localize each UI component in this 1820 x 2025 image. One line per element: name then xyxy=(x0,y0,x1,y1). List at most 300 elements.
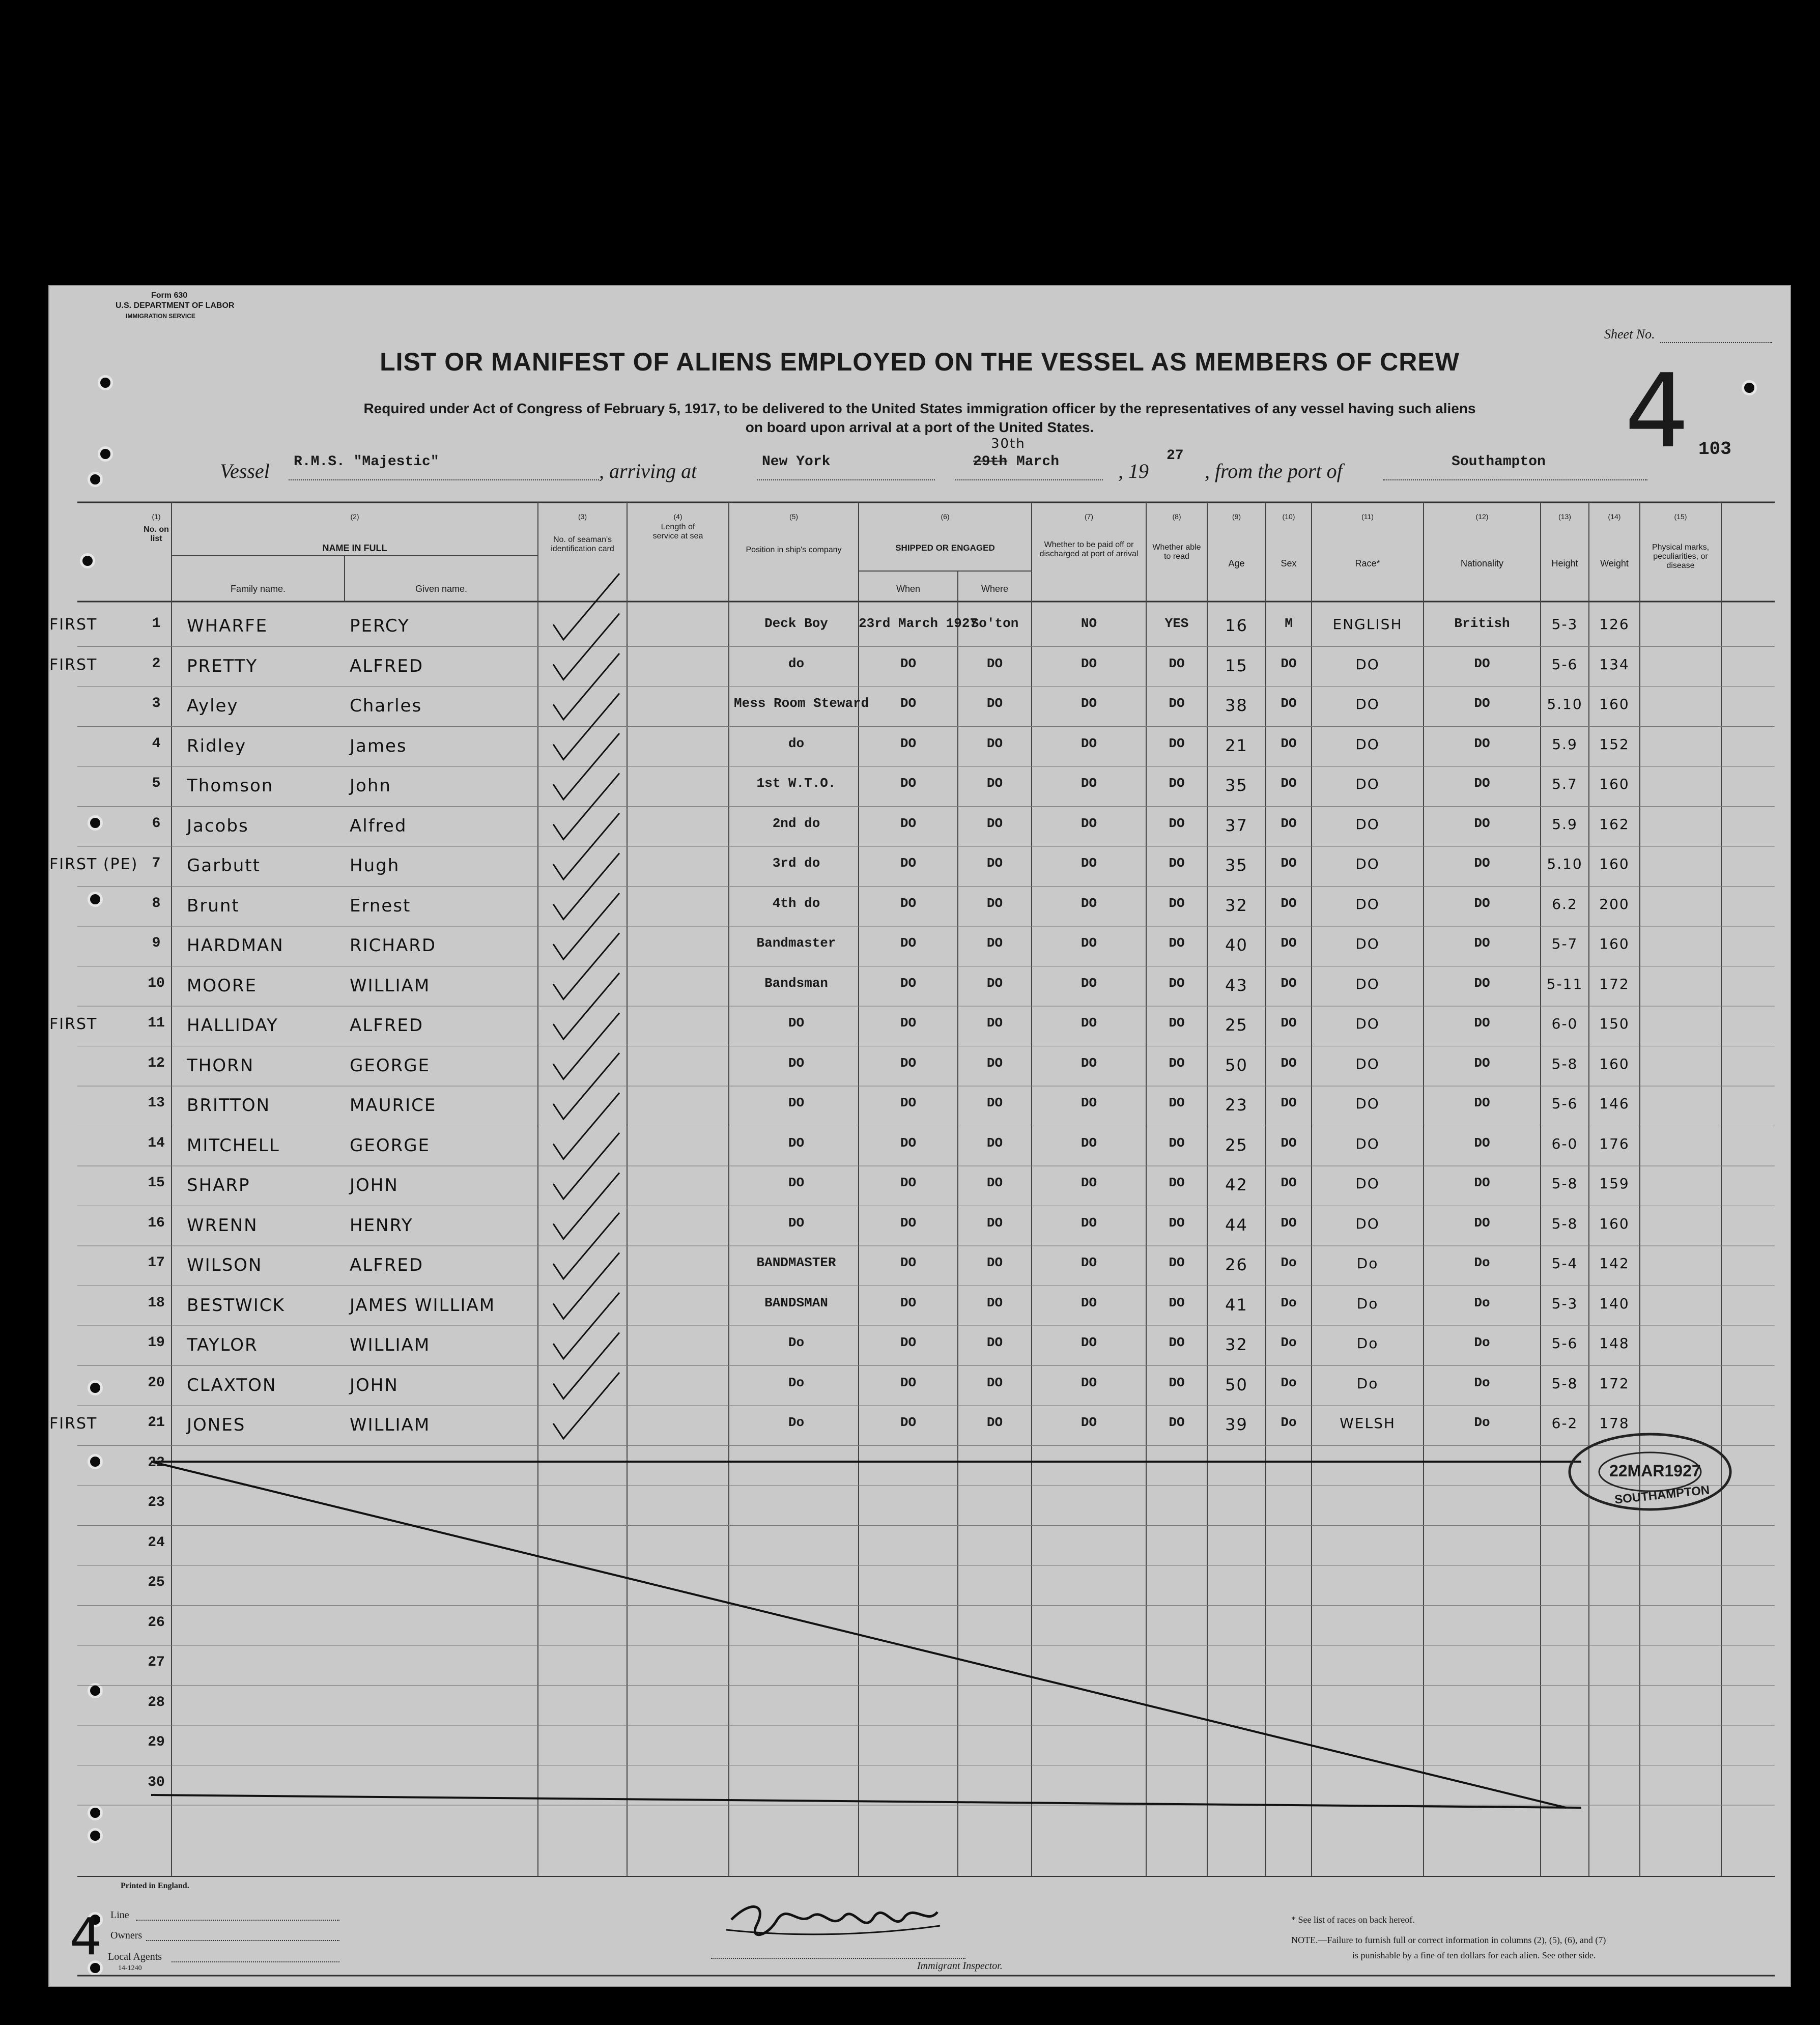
row-nationality: DO xyxy=(1474,1175,1490,1190)
row-height: 5-8 xyxy=(1551,1055,1578,1072)
row-position: DO xyxy=(788,1015,805,1031)
row-able-to-read: DO xyxy=(1169,1415,1185,1430)
row-given-name: JOHN xyxy=(350,1175,399,1195)
row-able-to-read: DO xyxy=(1169,1015,1185,1031)
arrival-day: 29th xyxy=(973,454,1008,470)
line-label: Line xyxy=(110,1909,129,1921)
row-paid-off: DO xyxy=(1080,1415,1097,1430)
row-where: DO xyxy=(986,1135,1003,1151)
row-age: 32 xyxy=(1225,895,1248,915)
row-given-name: ALFRED xyxy=(350,655,424,676)
row-height: 6-0 xyxy=(1551,1135,1578,1152)
row-paid-off: DO xyxy=(1080,895,1097,911)
agents-label: Local Agents xyxy=(108,1951,162,1962)
row-when: DO xyxy=(900,1095,917,1110)
row-note: FIRST xyxy=(49,1415,98,1433)
header-weight: Weight xyxy=(1600,558,1629,568)
row-able-to-read: DO xyxy=(1169,1095,1185,1110)
empty-row-number: 27 xyxy=(148,1655,165,1670)
col-14-number: (14) xyxy=(1608,512,1621,521)
row-given-name: GEORGE xyxy=(350,1055,431,1076)
row-age: 44 xyxy=(1225,1215,1248,1235)
row-race: DO xyxy=(1355,1175,1380,1192)
row-sex: DO xyxy=(1281,815,1297,831)
row-number: 12 xyxy=(148,1055,165,1071)
department: U.S. DEPARTMENT OF LABOR xyxy=(116,301,235,310)
row-height: 5-3 xyxy=(1551,1295,1578,1312)
row-age: 21 xyxy=(1225,735,1248,755)
row-number: 14 xyxy=(148,1135,165,1151)
header-sex: Sex xyxy=(1281,558,1297,568)
row-paid-off: DO xyxy=(1080,735,1097,751)
col-13-number: (13) xyxy=(1558,512,1571,521)
row-nationality: Do xyxy=(1474,1335,1490,1350)
header-idcard: No. of seaman's identification card xyxy=(551,535,614,553)
header-no: No. on list xyxy=(144,525,169,543)
row-number: 7 xyxy=(152,855,161,871)
header-read: Whether able to read xyxy=(1152,543,1201,561)
row-number: 9 xyxy=(152,935,161,951)
row-able-to-read: DO xyxy=(1169,895,1185,911)
row-weight: 200 xyxy=(1599,895,1630,912)
row-paid-off: DO xyxy=(1080,855,1097,871)
row-family-name: WILSON xyxy=(187,1255,263,1275)
row-able-to-read: DO xyxy=(1169,1375,1185,1390)
row-able-to-read: DO xyxy=(1169,1335,1185,1350)
row-when: DO xyxy=(900,1415,917,1430)
row-weight: 160 xyxy=(1599,1055,1630,1072)
row-height: 5.9 xyxy=(1552,815,1578,833)
row-nationality: Do xyxy=(1474,1375,1490,1390)
check-mark xyxy=(553,574,619,640)
agents-dots xyxy=(172,1961,339,1962)
row-sex: DO xyxy=(1281,895,1297,911)
row-position: Mess Room Steward xyxy=(734,696,869,711)
row-nationality: DO xyxy=(1474,776,1490,791)
row-position: BANDMASTER xyxy=(756,1255,836,1270)
row-family-name: Jacobs xyxy=(187,815,249,836)
row-given-name: MAURICE xyxy=(350,1095,437,1116)
stamp-date: 22MAR1927 xyxy=(1609,1462,1701,1480)
row-age: 25 xyxy=(1225,1135,1248,1155)
row-height: 5-8 xyxy=(1551,1215,1578,1232)
row-family-name: SHARP xyxy=(187,1175,250,1195)
row-height: 6.2 xyxy=(1552,895,1578,912)
row-paid-off: DO xyxy=(1080,1175,1097,1190)
row-number: 6 xyxy=(152,815,161,832)
row-sex: DO xyxy=(1281,776,1297,791)
row-paid-off: DO xyxy=(1080,696,1097,711)
row-height: 5-11 xyxy=(1546,975,1583,992)
row-position: do xyxy=(788,735,805,751)
row-nationality: DO xyxy=(1474,735,1490,751)
inspector-signature xyxy=(721,1889,945,1965)
signature-line xyxy=(711,1958,965,1959)
row-paid-off: DO xyxy=(1080,1135,1097,1151)
row-where: DO xyxy=(986,776,1003,791)
row-paid-off: DO xyxy=(1080,935,1097,951)
header-age: Age xyxy=(1228,558,1245,568)
year-prefix: , 19 xyxy=(1118,460,1149,482)
row-where: DO xyxy=(986,1255,1003,1270)
header-marks: Physical marks, peculiarities, or disease xyxy=(1652,543,1710,570)
header-nationality: Nationality xyxy=(1460,558,1504,568)
row-sex: Do xyxy=(1281,1375,1297,1390)
row-race: ENGLISH xyxy=(1332,616,1403,633)
row-number: 1 xyxy=(152,616,161,632)
row-family-name: CLAXTON xyxy=(187,1375,277,1395)
row-number: 19 xyxy=(148,1335,165,1351)
row-where: DO xyxy=(986,696,1003,711)
row-age: 39 xyxy=(1225,1415,1248,1434)
row-age: 25 xyxy=(1225,1015,1248,1035)
row-position: Deck Boy xyxy=(764,616,828,631)
row-number: 17 xyxy=(148,1255,165,1271)
row-where: DO xyxy=(986,1175,1003,1190)
arrival-year: 27 xyxy=(1167,448,1184,464)
col-1-number: (1) xyxy=(152,512,161,521)
row-when: DO xyxy=(900,1015,917,1031)
row-given-name: WILLIAM xyxy=(350,975,431,996)
row-where: DO xyxy=(986,1375,1003,1390)
row-position: DO xyxy=(788,1215,805,1231)
row-race: DO xyxy=(1355,735,1380,753)
row-when: DO xyxy=(900,735,917,751)
row-sex: M xyxy=(1285,616,1293,631)
row-weight: 160 xyxy=(1599,1215,1630,1232)
row-number: 18 xyxy=(148,1295,165,1311)
row-family-name: WRENN xyxy=(187,1215,258,1236)
arrival-port: New York xyxy=(762,454,831,470)
row-where: DO xyxy=(986,1215,1003,1231)
row-given-name: ALFRED xyxy=(350,1015,424,1036)
row-where: DO xyxy=(986,735,1003,751)
col-10-number: (10) xyxy=(1282,512,1295,521)
row-weight: 140 xyxy=(1599,1295,1630,1312)
row-position: Do xyxy=(788,1335,805,1350)
owners-dots xyxy=(146,1940,339,1941)
row-number: 3 xyxy=(152,696,161,711)
row-able-to-read: DO xyxy=(1169,1215,1185,1231)
row-race: DO xyxy=(1355,1135,1380,1152)
row-family-name: BESTWICK xyxy=(187,1295,285,1316)
arrival-month: March xyxy=(1016,454,1060,470)
row-family-name: HARDMAN xyxy=(187,935,284,956)
row-race: DO xyxy=(1355,975,1380,992)
row-number: 15 xyxy=(148,1175,165,1191)
row-when: DO xyxy=(900,1215,917,1231)
row-where: DO xyxy=(986,855,1003,871)
row-height: 5.9 xyxy=(1552,735,1578,753)
row-number: 4 xyxy=(152,735,161,752)
sheet-label: Sheet No. xyxy=(1604,327,1655,341)
row-nationality: DO xyxy=(1474,895,1490,911)
row-nationality: DO xyxy=(1474,1055,1490,1071)
row-age: 50 xyxy=(1225,1055,1248,1075)
col-9-number: (9) xyxy=(1232,512,1241,521)
empty-row-number: 23 xyxy=(148,1495,165,1510)
row-race: DO xyxy=(1355,855,1380,872)
row-where: So'ton xyxy=(971,616,1019,631)
row-given-name: Alfred xyxy=(350,815,407,836)
row-weight: 146 xyxy=(1599,1095,1630,1112)
row-when: DO xyxy=(900,815,917,831)
row-weight: 159 xyxy=(1599,1175,1630,1192)
sheet-number: 4 xyxy=(1625,352,1690,471)
row-height: 5.7 xyxy=(1552,776,1578,792)
row-height: 5.10 xyxy=(1547,855,1583,872)
row-nationality: Do xyxy=(1474,1255,1490,1270)
row-weight: 176 xyxy=(1599,1135,1630,1152)
arrival-day-correction: 30th xyxy=(991,436,1026,451)
row-race: DO xyxy=(1355,1095,1380,1112)
row-given-name: WILLIAM xyxy=(350,1415,431,1435)
row-family-name: Ridley xyxy=(187,735,247,756)
row-given-name: ALFRED xyxy=(350,1255,424,1275)
row-family-name: THORN xyxy=(187,1055,254,1076)
row-nationality: DO xyxy=(1474,655,1490,671)
row-weight: 160 xyxy=(1599,696,1630,712)
col-12-number: (12) xyxy=(1475,512,1489,521)
row-height: 5-6 xyxy=(1551,1095,1578,1112)
row-nationality: British xyxy=(1454,616,1510,631)
row-height: 5-3 xyxy=(1551,616,1578,633)
row-height: 6-0 xyxy=(1551,1015,1578,1032)
col-5-number: (5) xyxy=(789,512,799,521)
empty-row-number: 30 xyxy=(148,1774,165,1790)
row-when: DO xyxy=(900,696,917,711)
row-position: 2nd do xyxy=(772,815,820,831)
empty-row-number: 25 xyxy=(148,1575,165,1590)
row-age: 38 xyxy=(1225,696,1248,715)
row-when: 23rd March 1927 xyxy=(859,616,978,631)
row-number: 21 xyxy=(148,1415,165,1431)
row-note: FIRST xyxy=(49,1015,98,1033)
row-sex: Do xyxy=(1281,1295,1297,1310)
row-age: 42 xyxy=(1225,1175,1248,1194)
row-position: DO xyxy=(788,1135,805,1151)
row-able-to-read: DO xyxy=(1169,655,1185,671)
row-nationality: DO xyxy=(1474,975,1490,991)
empty-row-number: 28 xyxy=(148,1694,165,1710)
row-where: DO xyxy=(986,895,1003,911)
col-2-number: (2) xyxy=(350,512,359,521)
col-6-number: (6) xyxy=(941,512,950,521)
row-weight: 162 xyxy=(1599,815,1630,833)
row-position: Bandsman xyxy=(764,975,828,991)
row-when: DO xyxy=(900,975,917,991)
races-note: * See list of races on back hereof. xyxy=(1291,1915,1415,1925)
row-able-to-read: DO xyxy=(1169,1175,1185,1190)
row-nationality: Do xyxy=(1474,1415,1490,1430)
row-age: 26 xyxy=(1225,1255,1248,1274)
form-number: Form 630 xyxy=(151,291,188,300)
header-given: Given name. xyxy=(415,584,468,594)
row-able-to-read: DO xyxy=(1169,815,1185,831)
row-given-name: HENRY xyxy=(350,1215,413,1236)
row-sex: DO xyxy=(1281,855,1297,871)
row-when: DO xyxy=(900,855,917,871)
col-15-number: (15) xyxy=(1674,512,1687,521)
row-where: DO xyxy=(986,935,1003,951)
row-able-to-read: DO xyxy=(1169,735,1185,751)
row-age: 35 xyxy=(1225,776,1248,795)
row-age: 41 xyxy=(1225,1295,1248,1315)
row-able-to-read: DO xyxy=(1169,1255,1185,1270)
row-family-name: TAYLOR xyxy=(187,1335,258,1355)
row-given-name: JAMES WILLIAM xyxy=(350,1295,496,1316)
row-weight: 172 xyxy=(1599,975,1630,992)
row-position: 3rd do xyxy=(772,855,820,871)
vessel-name: R.M.S. "Majestic" xyxy=(294,454,439,470)
penalty-note-2: is punishable by a fine of ten dollars for each alien. See other side. xyxy=(1352,1950,1596,1960)
row-when: DO xyxy=(900,1335,917,1350)
penalty-note-1: NOTE.—Failure to furnish full or correct information in columns (2), (5), (6), and (7) xyxy=(1291,1935,1606,1945)
vessel-label: Vessel xyxy=(220,460,270,482)
row-nationality: DO xyxy=(1474,1135,1490,1151)
row-where: DO xyxy=(986,655,1003,671)
row-race: WELSH xyxy=(1340,1415,1396,1432)
row-weight: 152 xyxy=(1599,735,1630,753)
header-height: Height xyxy=(1551,558,1578,568)
row-where: DO xyxy=(986,1335,1003,1350)
row-sex: DO xyxy=(1281,696,1297,711)
inspector-label: Immigrant Inspector. xyxy=(917,1960,1003,1972)
row-where: DO xyxy=(986,1415,1003,1430)
printed-note: Printed in England. xyxy=(121,1881,189,1890)
row-paid-off: DO xyxy=(1080,655,1097,671)
row-age: 35 xyxy=(1225,855,1248,875)
row-given-name: JOHN xyxy=(350,1375,399,1395)
line-dots xyxy=(136,1920,339,1921)
row-position: Do xyxy=(788,1415,805,1430)
row-number: 20 xyxy=(148,1375,165,1391)
row-given-name: PERCY xyxy=(350,616,410,636)
row-sex: Do xyxy=(1281,1415,1297,1430)
form-code: 14-1240 xyxy=(118,1964,142,1972)
row-position: DO xyxy=(788,1175,805,1190)
row-able-to-read: DO xyxy=(1169,935,1185,951)
empty-row-number: 24 xyxy=(148,1534,165,1551)
col-4-number: (4) xyxy=(673,512,682,521)
col-11-number: (11) xyxy=(1361,512,1374,521)
header-shipped: SHIPPED OR ENGAGED xyxy=(895,543,995,553)
row-position: DO xyxy=(788,1095,805,1110)
row-age: 16 xyxy=(1225,616,1248,635)
row-sex: DO xyxy=(1281,1015,1297,1031)
row-weight: 148 xyxy=(1599,1335,1630,1352)
row-given-name: James xyxy=(350,735,407,756)
row-family-name: Ayley xyxy=(187,696,239,716)
row-where: DO xyxy=(986,975,1003,991)
row-age: 32 xyxy=(1225,1335,1248,1354)
row-age: 50 xyxy=(1225,1375,1248,1394)
page-number: 103 xyxy=(1698,439,1731,460)
row-given-name: GEORGE xyxy=(350,1135,431,1156)
row-weight: 134 xyxy=(1599,655,1630,673)
row-when: DO xyxy=(900,1375,917,1390)
row-race: Do xyxy=(1356,1375,1379,1392)
row-paid-off: DO xyxy=(1080,776,1097,791)
row-race: DO xyxy=(1355,935,1380,952)
row-family-name: MITCHELL xyxy=(187,1135,280,1156)
row-race: DO xyxy=(1355,895,1380,912)
row-paid-off: DO xyxy=(1080,815,1097,831)
row-weight: 150 xyxy=(1599,1015,1630,1032)
departure-port: Southampton xyxy=(1452,454,1546,470)
row-height: 6-2 xyxy=(1551,1415,1578,1432)
row-family-name: HALLIDAY xyxy=(187,1015,278,1036)
row-height: 5-6 xyxy=(1551,655,1578,673)
row-able-to-read: DO xyxy=(1169,975,1185,991)
row-when: DO xyxy=(900,1175,917,1190)
row-sex: DO xyxy=(1281,1095,1297,1110)
row-paid-off: DO xyxy=(1080,1335,1097,1350)
row-sex: DO xyxy=(1281,735,1297,751)
header-when: When xyxy=(896,584,921,594)
col-8-number: (8) xyxy=(1172,512,1181,521)
row-position: 1st W.T.O. xyxy=(756,776,836,791)
row-height: 5-4 xyxy=(1551,1255,1578,1272)
row-height: 5-6 xyxy=(1551,1335,1578,1352)
row-paid-off: DO xyxy=(1080,1215,1097,1231)
row-sex: Do xyxy=(1281,1335,1297,1350)
row-number: 8 xyxy=(152,895,161,911)
row-given-name: Charles xyxy=(350,696,422,716)
arriving-label: , arriving at xyxy=(599,460,697,482)
row-able-to-read: DO xyxy=(1169,696,1185,711)
row-able-to-read: DO xyxy=(1169,776,1185,791)
row-nationality: DO xyxy=(1474,855,1490,871)
header-name: NAME IN FULL xyxy=(322,543,387,553)
row-age: 40 xyxy=(1225,935,1248,955)
empty-row-number: 29 xyxy=(148,1734,165,1750)
form-subtitle-2: on board upon arrival at a port of the United States. xyxy=(745,419,1094,435)
row-height: 5-8 xyxy=(1551,1375,1578,1392)
row-paid-off: DO xyxy=(1080,1375,1097,1390)
row-able-to-read: DO xyxy=(1169,1135,1185,1151)
row-family-name: JONES xyxy=(187,1415,246,1435)
row-number: 5 xyxy=(152,776,161,791)
row-age: 15 xyxy=(1225,655,1248,675)
row-position: BANDSMAN xyxy=(764,1295,828,1310)
row-where: DO xyxy=(986,815,1003,831)
row-sex: DO xyxy=(1281,1175,1297,1190)
row-where: DO xyxy=(986,1055,1003,1071)
row-race: DO xyxy=(1355,696,1380,712)
row-weight: 160 xyxy=(1599,855,1630,872)
row-race: Do xyxy=(1356,1335,1379,1352)
margin-number: 4 xyxy=(70,1907,103,1966)
row-note: FIRST xyxy=(49,655,98,674)
header-race: Race* xyxy=(1355,558,1380,568)
row-where: DO xyxy=(986,1015,1003,1031)
row-number: 10 xyxy=(148,975,165,991)
row-paid-off: DO xyxy=(1080,975,1097,991)
row-number: 16 xyxy=(148,1215,165,1231)
owners-label: Owners xyxy=(110,1930,143,1941)
row-race: Do xyxy=(1356,1255,1379,1272)
row-age: 43 xyxy=(1225,975,1248,995)
row-when: DO xyxy=(900,1055,917,1071)
from-label: , from the port of xyxy=(1205,460,1343,482)
row-when: DO xyxy=(900,1295,917,1310)
form-subtitle-1: Required under Act of Congress of February 5, 1917, to be delivered to the United States immigration officer by the representatives of any vessel having such aliens xyxy=(363,401,1476,416)
row-sex: DO xyxy=(1281,1215,1297,1231)
row-given-name: WILLIAM xyxy=(350,1335,431,1355)
row-sex: DO xyxy=(1281,655,1297,671)
form-title: LIST OR MANIFEST OF ALIENS EMPLOYED ON THE VESSEL AS MEMBERS OF CREW xyxy=(380,348,1460,376)
